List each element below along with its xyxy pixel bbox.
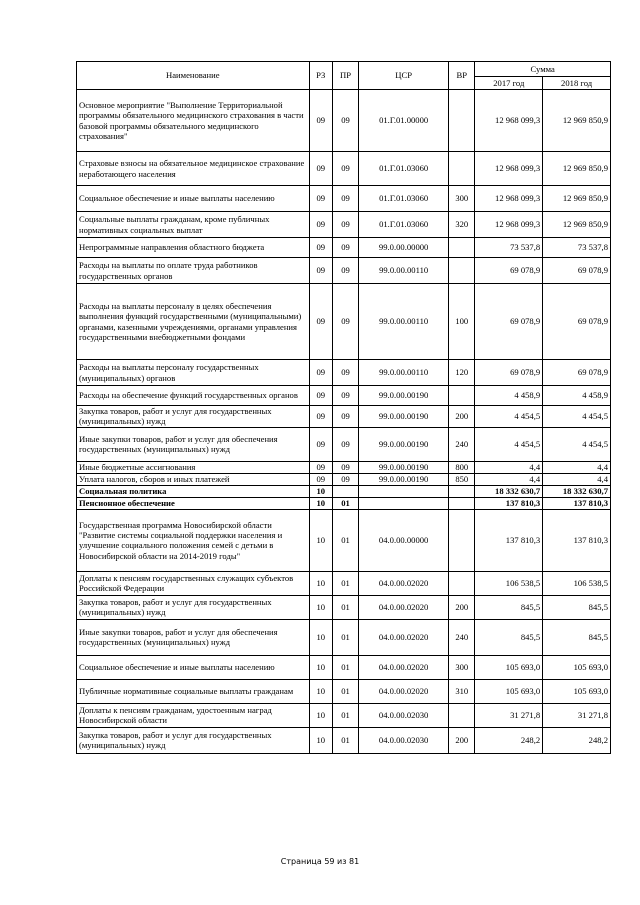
cell-sum-2017: 69 078,9	[475, 258, 543, 284]
cell-vr: 240	[449, 427, 475, 461]
table-row	[77, 238, 611, 258]
cell-name: Закупка товаров, работ и услуг для государственных (муниципальных) нужд	[77, 595, 310, 619]
table-row	[77, 619, 611, 655]
cell-sum-2017: 12 968 099,3	[475, 152, 543, 186]
cell-name: Иные закупки товаров, работ и услуг для обеспечения государственных (муниципальных) нужд	[77, 427, 310, 461]
cell-rz: 10	[309, 679, 332, 703]
cell-csr: 01.Г.01.00000	[359, 90, 449, 152]
table-row	[77, 571, 611, 595]
cell-name: Закупка товаров, работ и услуг для государственных (муниципальных) нужд	[77, 406, 310, 428]
cell-sum-2018: 105 693,0	[543, 655, 611, 679]
table-row	[77, 284, 611, 360]
cell-sum-2017: 4 454,5	[475, 427, 543, 461]
cell-pr: 09	[332, 238, 358, 258]
cell-sum-2017: 73 537,8	[475, 238, 543, 258]
table-row	[77, 427, 611, 461]
cell-name: Социальные выплаты гражданам, кроме публичных нормативных социальных выплат	[77, 212, 310, 238]
cell-vr: 320	[449, 212, 475, 238]
cell-sum-2018: 31 271,8	[543, 703, 611, 727]
cell-sum-2018: 69 078,9	[543, 258, 611, 284]
table-row	[77, 386, 611, 406]
cell-sum-2017: 12 968 099,3	[475, 186, 543, 212]
cell-pr: 09	[332, 152, 358, 186]
cell-sum-2017: 12 968 099,3	[475, 212, 543, 238]
cell-vr	[449, 571, 475, 595]
cell-rz: 10	[309, 727, 332, 753]
cell-rz: 09	[309, 238, 332, 258]
cell-pr: 09	[332, 360, 358, 386]
cell-sum-2018: 69 078,9	[543, 284, 611, 360]
cell-pr	[332, 485, 358, 497]
cell-vr	[449, 497, 475, 509]
table-header	[77, 62, 611, 90]
cell-pr: 01	[332, 571, 358, 595]
cell-csr: 04.0.00.02020	[359, 571, 449, 595]
header-rz: РЗ	[309, 62, 332, 90]
cell-name: Расходы на выплаты по оплате труда работников государственных органов	[77, 258, 310, 284]
cell-name: Страховые взносы на обязательное медицинское страхование неработающего населения	[77, 152, 310, 186]
cell-name: Закупка товаров, работ и услуг для государственных (муниципальных) нужд	[77, 727, 310, 753]
cell-rz: 10	[309, 619, 332, 655]
cell-sum-2017: 137 810,3	[475, 509, 543, 571]
cell-rz: 10	[309, 509, 332, 571]
cell-name: Иные бюджетные ассигнования	[77, 461, 310, 473]
cell-rz: 09	[309, 258, 332, 284]
cell-pr: 01	[332, 497, 358, 509]
cell-pr: 01	[332, 727, 358, 753]
cell-csr: 04.0.00.02020	[359, 595, 449, 619]
cell-vr: 300	[449, 186, 475, 212]
cell-rz: 09	[309, 186, 332, 212]
cell-vr: 200	[449, 595, 475, 619]
cell-csr: 04.0.00.02020	[359, 679, 449, 703]
cell-name: Государственная программа Новосибирской области "Развитие системы социальной поддержки населения и улучшение социального положения семей с детьми в Новосибирской области на 2014-2019 годы"	[77, 509, 310, 571]
cell-sum-2018: 106 538,5	[543, 571, 611, 595]
cell-pr: 01	[332, 619, 358, 655]
cell-sum-2018: 845,5	[543, 619, 611, 655]
cell-vr: 850	[449, 473, 475, 485]
cell-vr	[449, 485, 475, 497]
table-row	[77, 461, 611, 473]
cell-name: Иные закупки товаров, работ и услуг для обеспечения государственных (муниципальных) нужд	[77, 619, 310, 655]
cell-csr: 99.0.00.00190	[359, 427, 449, 461]
cell-sum-2018: 137 810,3	[543, 509, 611, 571]
cell-sum-2018: 137 810,3	[543, 497, 611, 509]
cell-vr	[449, 152, 475, 186]
table-row	[77, 595, 611, 619]
cell-csr: 99.0.00.00000	[359, 238, 449, 258]
cell-rz: 10	[309, 485, 332, 497]
cell-rz: 09	[309, 284, 332, 360]
cell-sum-2017: 4,4	[475, 473, 543, 485]
cell-csr: 04.0.00.02020	[359, 655, 449, 679]
cell-sum-2017: 31 271,8	[475, 703, 543, 727]
cell-vr: 300	[449, 655, 475, 679]
cell-pr: 01	[332, 509, 358, 571]
table-row	[77, 152, 611, 186]
header-name: Наименование	[77, 62, 310, 90]
cell-vr	[449, 386, 475, 406]
header-csr: ЦСР	[359, 62, 449, 90]
cell-name: Социальное обеспечение и иные выплаты населению	[77, 186, 310, 212]
cell-sum-2017: 18 332 630,7	[475, 485, 543, 497]
cell-csr: 99.0.00.00110	[359, 284, 449, 360]
cell-rz: 09	[309, 212, 332, 238]
cell-rz: 10	[309, 595, 332, 619]
cell-name: Доплаты к пенсиям государственных служащих субъектов Российской Федерации	[77, 571, 310, 595]
cell-sum-2017: 69 078,9	[475, 284, 543, 360]
cell-pr: 09	[332, 461, 358, 473]
cell-csr: 99.0.00.00110	[359, 258, 449, 284]
cell-sum-2017: 4 454,5	[475, 406, 543, 428]
cell-csr	[359, 497, 449, 509]
cell-pr: 09	[332, 427, 358, 461]
header-sum: Сумма	[475, 62, 611, 77]
cell-sum-2018: 4 454,5	[543, 406, 611, 428]
cell-csr: 01.Г.01.03060	[359, 152, 449, 186]
cell-csr: 04.0.00.02020	[359, 619, 449, 655]
table-row	[77, 497, 611, 509]
cell-pr: 09	[332, 90, 358, 152]
table-row	[77, 679, 611, 703]
cell-sum-2017: 4,4	[475, 461, 543, 473]
table-row	[77, 509, 611, 571]
cell-csr: 99.0.00.00190	[359, 386, 449, 406]
cell-csr	[359, 485, 449, 497]
page-number: Страница 59 из 81	[280, 857, 360, 866]
cell-pr: 01	[332, 655, 358, 679]
table-body	[77, 90, 611, 754]
cell-sum-2017: 137 810,3	[475, 497, 543, 509]
cell-pr: 09	[332, 212, 358, 238]
cell-sum-2018: 248,2	[543, 727, 611, 753]
cell-name: Расходы на выплаты персоналу государственных (муниципальных) органов	[77, 360, 310, 386]
cell-rz: 10	[309, 571, 332, 595]
header-vr: ВР	[449, 62, 475, 90]
cell-rz: 09	[309, 152, 332, 186]
header-pr: ПР	[332, 62, 358, 90]
cell-pr: 01	[332, 679, 358, 703]
cell-sum-2017: 845,5	[475, 619, 543, 655]
table-row	[77, 655, 611, 679]
cell-csr: 04.0.00.00000	[359, 509, 449, 571]
table-row	[77, 406, 611, 428]
cell-csr: 99.0.00.00110	[359, 360, 449, 386]
cell-sum-2018: 12 969 850,9	[543, 186, 611, 212]
table-row	[77, 703, 611, 727]
cell-sum-2017: 105 693,0	[475, 679, 543, 703]
cell-sum-2018: 4,4	[543, 461, 611, 473]
cell-name: Публичные нормативные социальные выплаты гражданам	[77, 679, 310, 703]
table-row	[77, 90, 611, 152]
cell-rz: 09	[309, 360, 332, 386]
cell-csr: 99.0.00.00190	[359, 461, 449, 473]
cell-name: Основное мероприятие "Выполнение Территориальной программы обязательного медицинского страхования в части базовой программы обязательного медицинского страхования"	[77, 90, 310, 152]
cell-sum-2017: 106 538,5	[475, 571, 543, 595]
cell-rz: 09	[309, 473, 332, 485]
cell-vr: 800	[449, 461, 475, 473]
cell-sum-2017: 248,2	[475, 727, 543, 753]
cell-name: Расходы на обеспечение функций государственных органов	[77, 386, 310, 406]
cell-rz: 09	[309, 406, 332, 428]
cell-sum-2018: 845,5	[543, 595, 611, 619]
cell-rz: 09	[309, 461, 332, 473]
cell-sum-2018: 4,4	[543, 473, 611, 485]
cell-sum-2018: 69 078,9	[543, 360, 611, 386]
header-year-2017: 2017 год	[475, 77, 543, 90]
cell-pr: 01	[332, 703, 358, 727]
cell-vr: 120	[449, 360, 475, 386]
cell-pr: 09	[332, 406, 358, 428]
cell-sum-2018: 12 969 850,9	[543, 90, 611, 152]
table-row	[77, 186, 611, 212]
cell-pr: 09	[332, 258, 358, 284]
cell-sum-2017: 845,5	[475, 595, 543, 619]
cell-vr	[449, 509, 475, 571]
cell-sum-2017: 4 458,9	[475, 386, 543, 406]
cell-name: Социальная политика	[77, 485, 310, 497]
cell-csr: 04.0.00.02030	[359, 703, 449, 727]
budget-table	[76, 61, 611, 754]
cell-vr	[449, 258, 475, 284]
cell-sum-2017: 12 968 099,3	[475, 90, 543, 152]
cell-vr: 240	[449, 619, 475, 655]
table-row	[77, 360, 611, 386]
cell-vr	[449, 238, 475, 258]
cell-sum-2018: 12 969 850,9	[543, 152, 611, 186]
cell-name: Уплата налогов, сборов и иных платежей	[77, 473, 310, 485]
cell-sum-2018: 73 537,8	[543, 238, 611, 258]
cell-rz: 10	[309, 497, 332, 509]
cell-sum-2018: 105 693,0	[543, 679, 611, 703]
table-row	[77, 727, 611, 753]
cell-rz: 10	[309, 703, 332, 727]
table-row	[77, 473, 611, 485]
cell-vr: 310	[449, 679, 475, 703]
cell-vr: 200	[449, 727, 475, 753]
cell-name: Доплаты к пенсиям гражданам, удостоенным наград Новосибирской области	[77, 703, 310, 727]
cell-pr: 09	[332, 284, 358, 360]
cell-vr: 100	[449, 284, 475, 360]
cell-sum-2018: 12 969 850,9	[543, 212, 611, 238]
header-year-2018: 2018 год	[543, 77, 611, 90]
cell-sum-2017: 69 078,9	[475, 360, 543, 386]
cell-vr	[449, 703, 475, 727]
cell-pr: 01	[332, 595, 358, 619]
cell-sum-2018: 4 454,5	[543, 427, 611, 461]
cell-name: Расходы на выплаты персоналу в целях обеспечения выполнения функций государственными (муниципальными) органами, казенными учреждениями, органами управления государственными внебюджетными фондами	[77, 284, 310, 360]
cell-sum-2018: 18 332 630,7	[543, 485, 611, 497]
cell-csr: 99.0.00.00190	[359, 406, 449, 428]
cell-csr: 04.0.00.02030	[359, 727, 449, 753]
cell-csr: 01.Г.01.03060	[359, 212, 449, 238]
table-row	[77, 258, 611, 284]
cell-rz: 10	[309, 655, 332, 679]
cell-name: Непрограммные направления областного бюджета	[77, 238, 310, 258]
cell-csr: 99.0.00.00190	[359, 473, 449, 485]
cell-pr: 09	[332, 473, 358, 485]
table-row	[77, 212, 611, 238]
cell-sum-2018: 4 458,9	[543, 386, 611, 406]
cell-name: Пенсионное обеспечение	[77, 497, 310, 509]
cell-rz: 09	[309, 427, 332, 461]
cell-pr: 09	[332, 386, 358, 406]
cell-rz: 09	[309, 386, 332, 406]
cell-vr: 200	[449, 406, 475, 428]
cell-sum-2017: 105 693,0	[475, 655, 543, 679]
cell-name: Социальное обеспечение и иные выплаты населению	[77, 655, 310, 679]
cell-pr: 09	[332, 186, 358, 212]
cell-csr: 01.Г.01.03060	[359, 186, 449, 212]
cell-rz: 09	[309, 90, 332, 152]
table-row	[77, 485, 611, 497]
cell-vr	[449, 90, 475, 152]
